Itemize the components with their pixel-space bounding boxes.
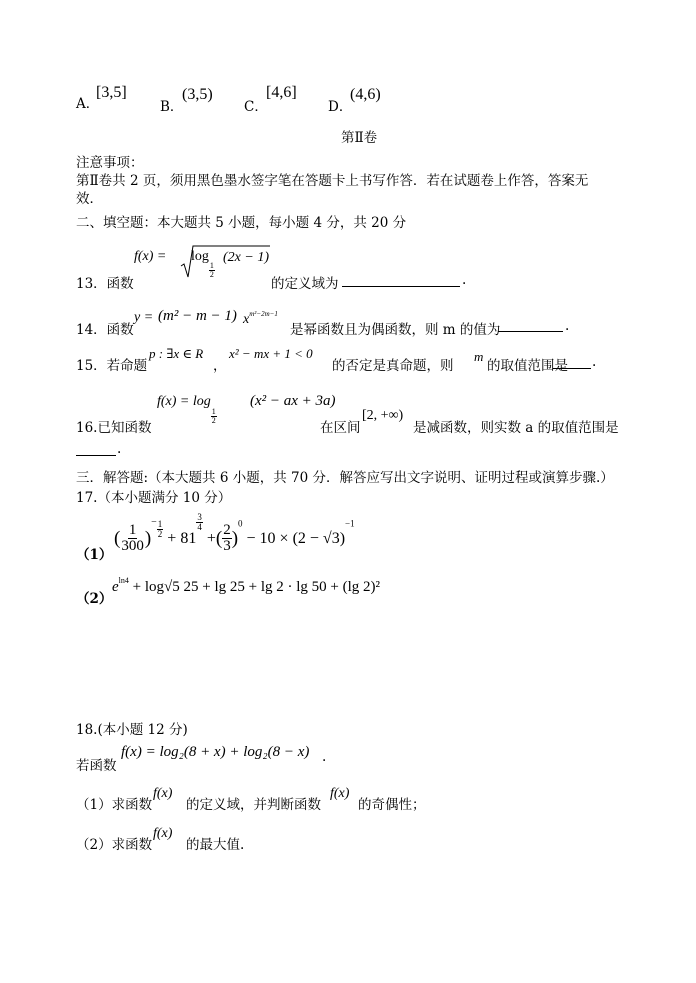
q14-answer-blank[interactable]: [498, 318, 563, 332]
q18-fx: f(x) = log₂(8 + x) + log₂(8 − x): [121, 744, 310, 760]
q18-part2-a: （2）求函数: [76, 837, 153, 853]
volume-title: 第Ⅱ卷: [341, 130, 378, 146]
q16-period: .: [117, 441, 122, 457]
q18-part1-a: （1）求函数: [76, 797, 153, 813]
option-d-expr: (4,6): [350, 86, 381, 103]
notes-heading: 注意事项：: [76, 155, 144, 171]
q15-p: p : ∃x ∈ R: [149, 346, 204, 361]
q15-comma: ，: [213, 358, 227, 374]
q13-fx: f(x) =: [134, 249, 167, 264]
option-c-expr: [4,6]: [266, 84, 297, 101]
q15-m: m: [474, 349, 484, 364]
q18-part2-f: f(x): [153, 826, 173, 841]
q17-part2-rest: + log√5 25 + lg 25 + lg 2 · lg 50 + (lg 2)²: [132, 579, 381, 595]
q14-x: $x^{m^2-2m-1}$: [243, 310, 278, 327]
option-d-label: D．: [328, 99, 353, 115]
option-b-label: B．: [160, 99, 184, 115]
q18-part2-b: 的最大值.: [186, 837, 245, 853]
q18-part1-c: 的奇偶性；: [358, 797, 426, 813]
q15-answer-blank[interactable]: [553, 355, 591, 369]
q17-part2-label: （2）: [76, 591, 113, 607]
q18-part1-b: 的定义域，并判断函数: [186, 797, 321, 813]
q15-mid: 的否定是真命题，则: [332, 358, 454, 374]
q13-log-base: $\frac{1}{2}$: [209, 261, 214, 279]
q14-number: 14．函数: [76, 322, 134, 338]
option-a-expr: [3,5]: [96, 84, 127, 101]
q16-interval: [2, +∞): [362, 408, 404, 423]
q13-number: 13．函数: [76, 276, 134, 292]
q17-part1-label: （1）: [76, 547, 113, 563]
q18-part1-f2: f(x): [330, 786, 350, 801]
q13-log: log $\frac{1}{2}$: [191, 249, 214, 279]
q14-y: y =: [134, 310, 154, 325]
notes-line2: 效．: [76, 191, 103, 207]
q16-answer-blank[interactable]: [76, 442, 116, 456]
q18-fx-period: .: [322, 749, 327, 765]
q16-suffix: 是减函数，则实数 a 的取值范围是: [413, 420, 619, 436]
option-b: [160, 95, 183, 115]
q16-mid: 在区间: [320, 420, 361, 436]
notes-line1: 第Ⅱ卷共 2 页，须用黑色墨水签字笔在答题卡上书写作答．若在试题卷上作答，答案无: [76, 173, 589, 189]
section-fill-in: 二、填空题：本大题共 5 小题，每小题 4 分，共 20 分: [76, 215, 407, 231]
q14-suffix: 是幂函数且为偶函数，则 m 的值为: [290, 322, 501, 338]
option-c-label: C．: [244, 99, 268, 115]
q17-part1-formula: ( $\frac{1}{300}$ )$^{- \frac{1}{2}}$ + 81 $^{\frac{3}{4}}$ +( $\frac{2}{3}$ )$^0 - 10 \times (2 - √3)^{-1}$: [114, 512, 355, 555]
q16-number: 16.已知函数: [76, 420, 152, 436]
q13-period: .: [462, 272, 467, 288]
q17-part2-formula: $e^{ln4} + \log√5$ 25 + lg 25 + lg 2 · lg 50 + (lg 2)²: [112, 576, 381, 595]
option-b-expr: (3,5): [182, 86, 213, 103]
q13-suffix: 的定义域为: [271, 276, 339, 292]
q14-period: .: [565, 318, 570, 334]
q14-base: (m² − m − 1): [158, 308, 237, 324]
q15-ineq: x² − mx + 1 < 0: [229, 346, 313, 361]
q18-part1-f1: f(x): [153, 786, 173, 801]
q18-title: 18.(本小题 12 分): [76, 722, 188, 738]
q13-arg: (2x − 1): [223, 250, 269, 265]
q14-exponent: m²−2m−1: [249, 310, 278, 318]
q15-period: .: [592, 354, 597, 370]
q16-log-base: $\frac{1}{2}$: [211, 407, 216, 425]
q16-arg: (x² − ax + 3a): [250, 393, 336, 409]
option-a-label: A．: [76, 96, 100, 112]
q16-fx: f(x) = log $\frac{1}{2}$: [157, 394, 216, 425]
section-solutions: 三．解答题:（本大题共 6 小题，共 70 分．解答应写出文字说明、证明过程或演算步骤.）: [76, 470, 614, 486]
q15-suffix: 的取值范围是: [487, 358, 568, 374]
q18-intro: 若函数: [76, 758, 117, 774]
option-d: [328, 95, 352, 115]
option-c: [244, 95, 268, 115]
q15-number: 15．若命题: [76, 358, 148, 374]
q13-answer-blank[interactable]: [342, 273, 460, 287]
q17-title: 17.（本小题满分 10 分）: [76, 490, 232, 506]
